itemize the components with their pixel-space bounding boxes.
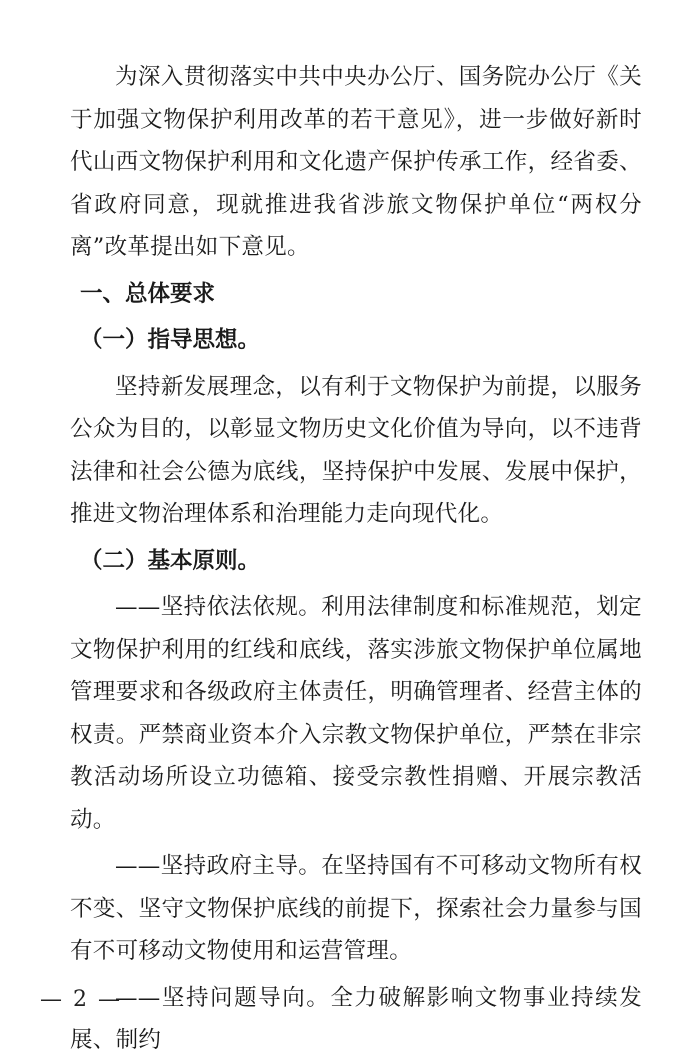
principle-government-led-paragraph: ——坚持政府主导。在坚持国有不可移动文物所有权不变、坚守文物保护底线的前提下，探索社会力量参与国有不可移动文物使用和运营管理。 — [70, 853, 642, 964]
document-body — [70, 56, 642, 1062]
intro-paragraph: 为深入贯彻落实中共中央办公厅、国务院办公厅《关于加强文物保护利用改革的若干意见》，进一步做好新时代山西文物保护利用和文化遗产保护传承工作，经省委、省政府同意，现就推进我省涉旅文物保护单位“两权分离”改革提出如下意见。 — [70, 64, 642, 260]
principle-lawful-paragraph: ——坚持依法依规。利用法律制度和标准规范，划定文物保护利用的红线和底线，落实涉旅文物保护单位属地管理要求和各级政府主体责任，明确管理者、经营主体的权责。严禁商业资本介入宗教文物保护单位，严禁在非宗教活动场所设立功德箱、接受宗教性捐赠、开展宗教活动。 — [70, 594, 642, 833]
guiding-ideology-paragraph: 坚持新发展理念，以有利于文物保护为前提，以服务公众为目的，以彰显文物历史文化价值为导向，以不违背法律和社会公德为底线，坚持保护中发展、发展中保护，推进文物治理体系和治理能力走向现代化。 — [70, 373, 642, 527]
page-number: — 2 — — [40, 987, 122, 1012]
subheading-guiding-ideology: （一）指导思想。 — [80, 327, 261, 353]
section-heading-general-requirements: 一、总体要求 — [80, 280, 216, 307]
principle-problem-oriented-paragraph: ——坚持问题导向。全力破解影响文物事业持续发展、制约 — [70, 984, 642, 1053]
subheading-basic-principles: （二）基本原则。 — [80, 547, 261, 574]
